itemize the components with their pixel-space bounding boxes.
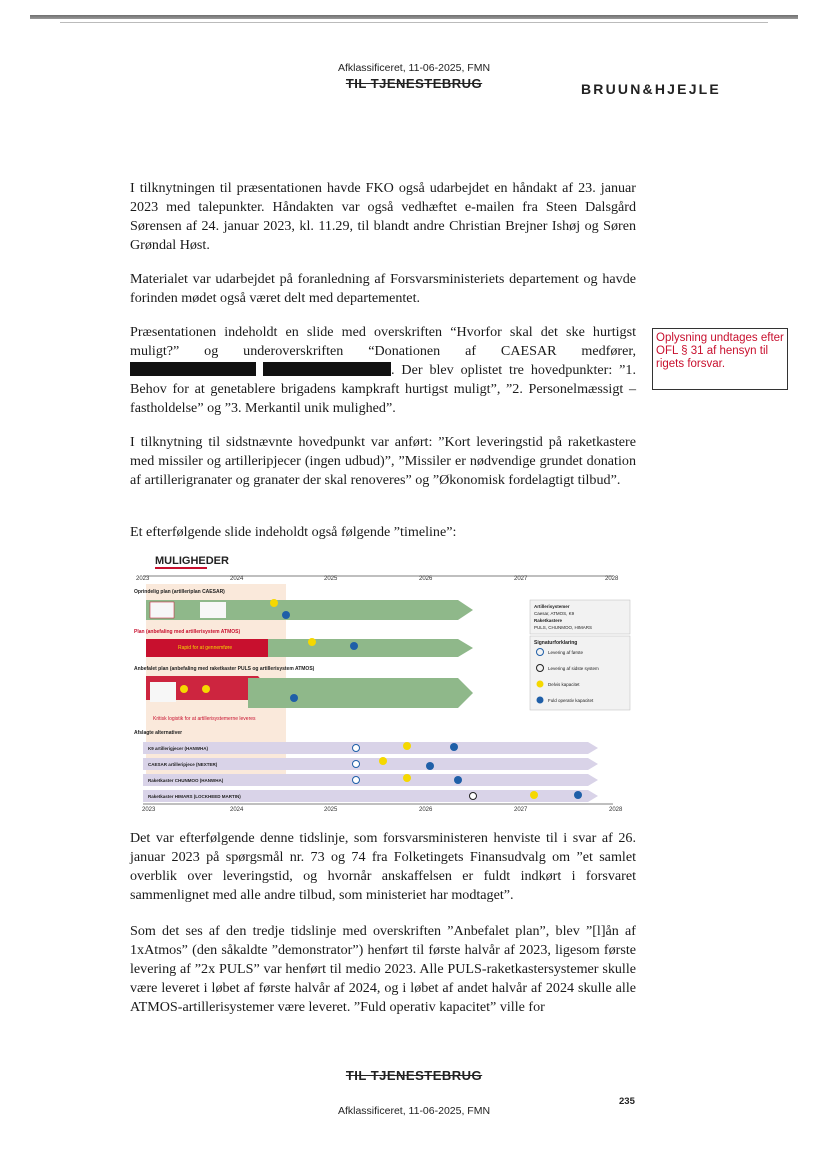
legend-label: Artillerisystemer <box>534 604 570 609</box>
milestone-star-icon <box>530 791 538 799</box>
legend-partial-capacity-icon <box>537 681 544 688</box>
year-label-top: 2028 <box>605 576 619 582</box>
timeline-bar <box>268 639 473 657</box>
row-title: Plan (anbefaling med artillerisystem ATMOS) <box>134 629 241 635</box>
milestone-star-icon <box>426 762 434 770</box>
redaction-note: Oplysning undtages efter OFL § 31 af hensyn til rigets forsvar. <box>652 328 788 390</box>
paragraph-7: Som det ses af den tredje tidslinje med overskriften ”Anbefalet plan”, blev ”[l]ån af 1xAtmos” (den såkaldte ”demonstrator”) henført til første halvår af 2023, ligesom første levering af ”2x PULS” var henført til medio 2023. Alle PULS-raketkastersystemer skulle være leveret i løbet af første halvår af 2024, og i løbet af andet halvår af 2024 skulle alle ATMOS-artillerisystemer være leveret. ”Fuld operativ kapacitet” ville for <box>130 923 636 1015</box>
redaction-bar <box>263 362 391 376</box>
paragraph-2: Materialet var udarbejdet på foranledning af Forsvarsministeriets departement og havde forinden mødet også været delt med departementet. <box>130 271 636 306</box>
paragraph-3 <box>130 323 636 418</box>
alt-label: K9 artillerigjecer (HANWHA) <box>148 746 209 751</box>
footer-declassification-stamp: Afklassificeret, 11-06-2025, FMN <box>337 1105 491 1117</box>
year-label-bottom: 2023 <box>142 807 156 813</box>
legend-label: Delvis kapacitet <box>548 682 580 687</box>
title-underline <box>155 567 207 569</box>
classification-marking: TIL TJENESTEBRUG <box>345 76 483 91</box>
redaction-bar <box>130 362 256 376</box>
milestone-star-icon <box>450 743 458 751</box>
scan-top-border <box>30 15 798 19</box>
milestone-star-icon <box>350 642 358 650</box>
legend-label: PULS, CHUNMOO, HIMARS <box>534 625 593 630</box>
scan-top-border-thin <box>60 22 768 23</box>
year-label-bottom: 2028 <box>609 807 623 813</box>
milestone-star-icon <box>574 791 582 799</box>
bar-label: Rapid for at gennemføre <box>178 645 233 651</box>
year-label-top: 2023 <box>136 576 150 582</box>
year-label-bottom: 2027 <box>514 807 528 813</box>
note-box <box>200 602 226 618</box>
milestone-star-icon <box>454 776 462 784</box>
alt-bar <box>143 742 598 754</box>
milestone-circle-icon <box>353 745 360 752</box>
legend-full-capacity-icon <box>537 697 544 704</box>
year-label-top: 2024 <box>230 576 244 582</box>
row-title: Anbefalet plan (anbefaling med raketkaster PULS og artillerisystem ATMOS) <box>134 666 315 672</box>
paragraph-4: I tilknytning til sidstnævnte hovedpunkt var anført: ”Kort leveringstid på raketkastere med missiler og artilleripjecer (ingen udbud)”, ”Missiler er nødvendige grundet donation af artillerigranater og granater der skal renoveres” og ”Økonomisk fordelagtigt tilbud”. <box>130 434 636 488</box>
paragraph-3-end: . Der blev oplistet tre hovedpunkter: ”1. Behov for at genetablere brigadens kampkraft hurtigst muligt”, ”2. Personelmæssigt – fastholdelse” og ”3. Merkantil unik mulighed”. <box>130 362 637 416</box>
row-note: Kritisk logistik for at artillerisystemerne leveres <box>153 716 256 722</box>
year-label-bottom: 2026 <box>419 807 433 813</box>
timeline-bar <box>146 600 473 620</box>
paragraph-5: Et efterfølgende slide indeholdt også følgende ”timeline”: <box>130 524 457 540</box>
timeline-bar <box>248 678 473 708</box>
legend-label: Fuld operativ kapacitet <box>548 698 594 703</box>
note-box <box>150 602 174 618</box>
milestone-star-icon <box>403 774 411 782</box>
milestone-circle-icon <box>353 777 360 784</box>
milestone-star-icon <box>270 599 278 607</box>
note-box <box>150 682 176 702</box>
milestone-star-icon <box>379 757 387 765</box>
milestone-star-icon <box>308 638 316 646</box>
legend-label: Signaturforklaring <box>534 640 578 646</box>
section-title: Afslagte alternativer <box>134 730 183 736</box>
milestone-star-icon <box>290 694 298 702</box>
milestone-star-icon <box>180 685 188 693</box>
alt-label: Raketkaster HIMARS (LOCKHEED MARTIN) <box>148 794 241 799</box>
milestone-circle-icon <box>353 761 360 768</box>
timeline-figure <box>128 548 638 816</box>
milestone-circle-icon <box>470 793 477 800</box>
legend-label: Levering af sidste system <box>548 666 599 671</box>
year-label-top: 2027 <box>514 576 528 582</box>
paragraph-3-start: Præsentationen indeholdt en slide med overskriften “Hvorfor skal det ske hurtigst muligt?” og underoverskriften “Donationen af CAESAR medfører, <box>130 324 636 359</box>
year-label-top: 2026 <box>419 576 433 582</box>
paragraph-6: Det var efterfølgende denne tidslinje, som forsvarsministeren henviste til i svar af 26. januar 2023 på spørgsmål nr. 73 og 74 fra Folketingets Finansudvalg om ”et samlet overblik over leveringstid, og hvornår anskaffelsen er fuldt indkørt i forsvaret sammenlignet med alle andre tilbud, som ministeriet har modtaget”. <box>130 830 636 903</box>
alt-label: Raketkaster CHUNMOO (HANWHA) <box>148 778 224 783</box>
milestone-star-icon <box>403 742 411 750</box>
legend-label: Raketkastere <box>534 618 563 623</box>
page-number: 235 <box>619 1096 635 1107</box>
legend-label: Caesar, ATMOS, K9 <box>534 611 575 616</box>
year-label-bottom: 2025 <box>324 807 338 813</box>
alt-label: CAESAR artilleripjece (NEXTER) <box>148 762 218 767</box>
paragraph-1: I tilknytningen til præsentationen havde FKO også udarbejdet en håndakt af 23. januar 2023 med talepunkter. Håndakten var også vedhæftet e-mailen fra Steen Dalsgård Sørensen af 24. januar 2023, kl. 11.29, til blandt andre Christian Brejner Ishøj og Søren Grøndal Høst. <box>130 180 636 253</box>
milestone-star-icon <box>282 611 290 619</box>
year-label-bottom: 2024 <box>230 807 244 813</box>
legend-label: Levering af første <box>548 650 584 655</box>
row-title: Oprindelig plan (artilleriplan CAESAR) <box>134 589 225 595</box>
firm-logo: BRUUN&HJEJLE <box>581 81 721 97</box>
declassification-stamp: Afklassificeret, 11-06-2025, FMN <box>337 62 491 74</box>
timeline-title: MULIGHEDER <box>155 555 229 567</box>
milestone-star-icon <box>202 685 210 693</box>
year-label-top: 2025 <box>324 576 338 582</box>
footer-classification-marking: TIL TJENESTEBRUG <box>345 1068 483 1083</box>
